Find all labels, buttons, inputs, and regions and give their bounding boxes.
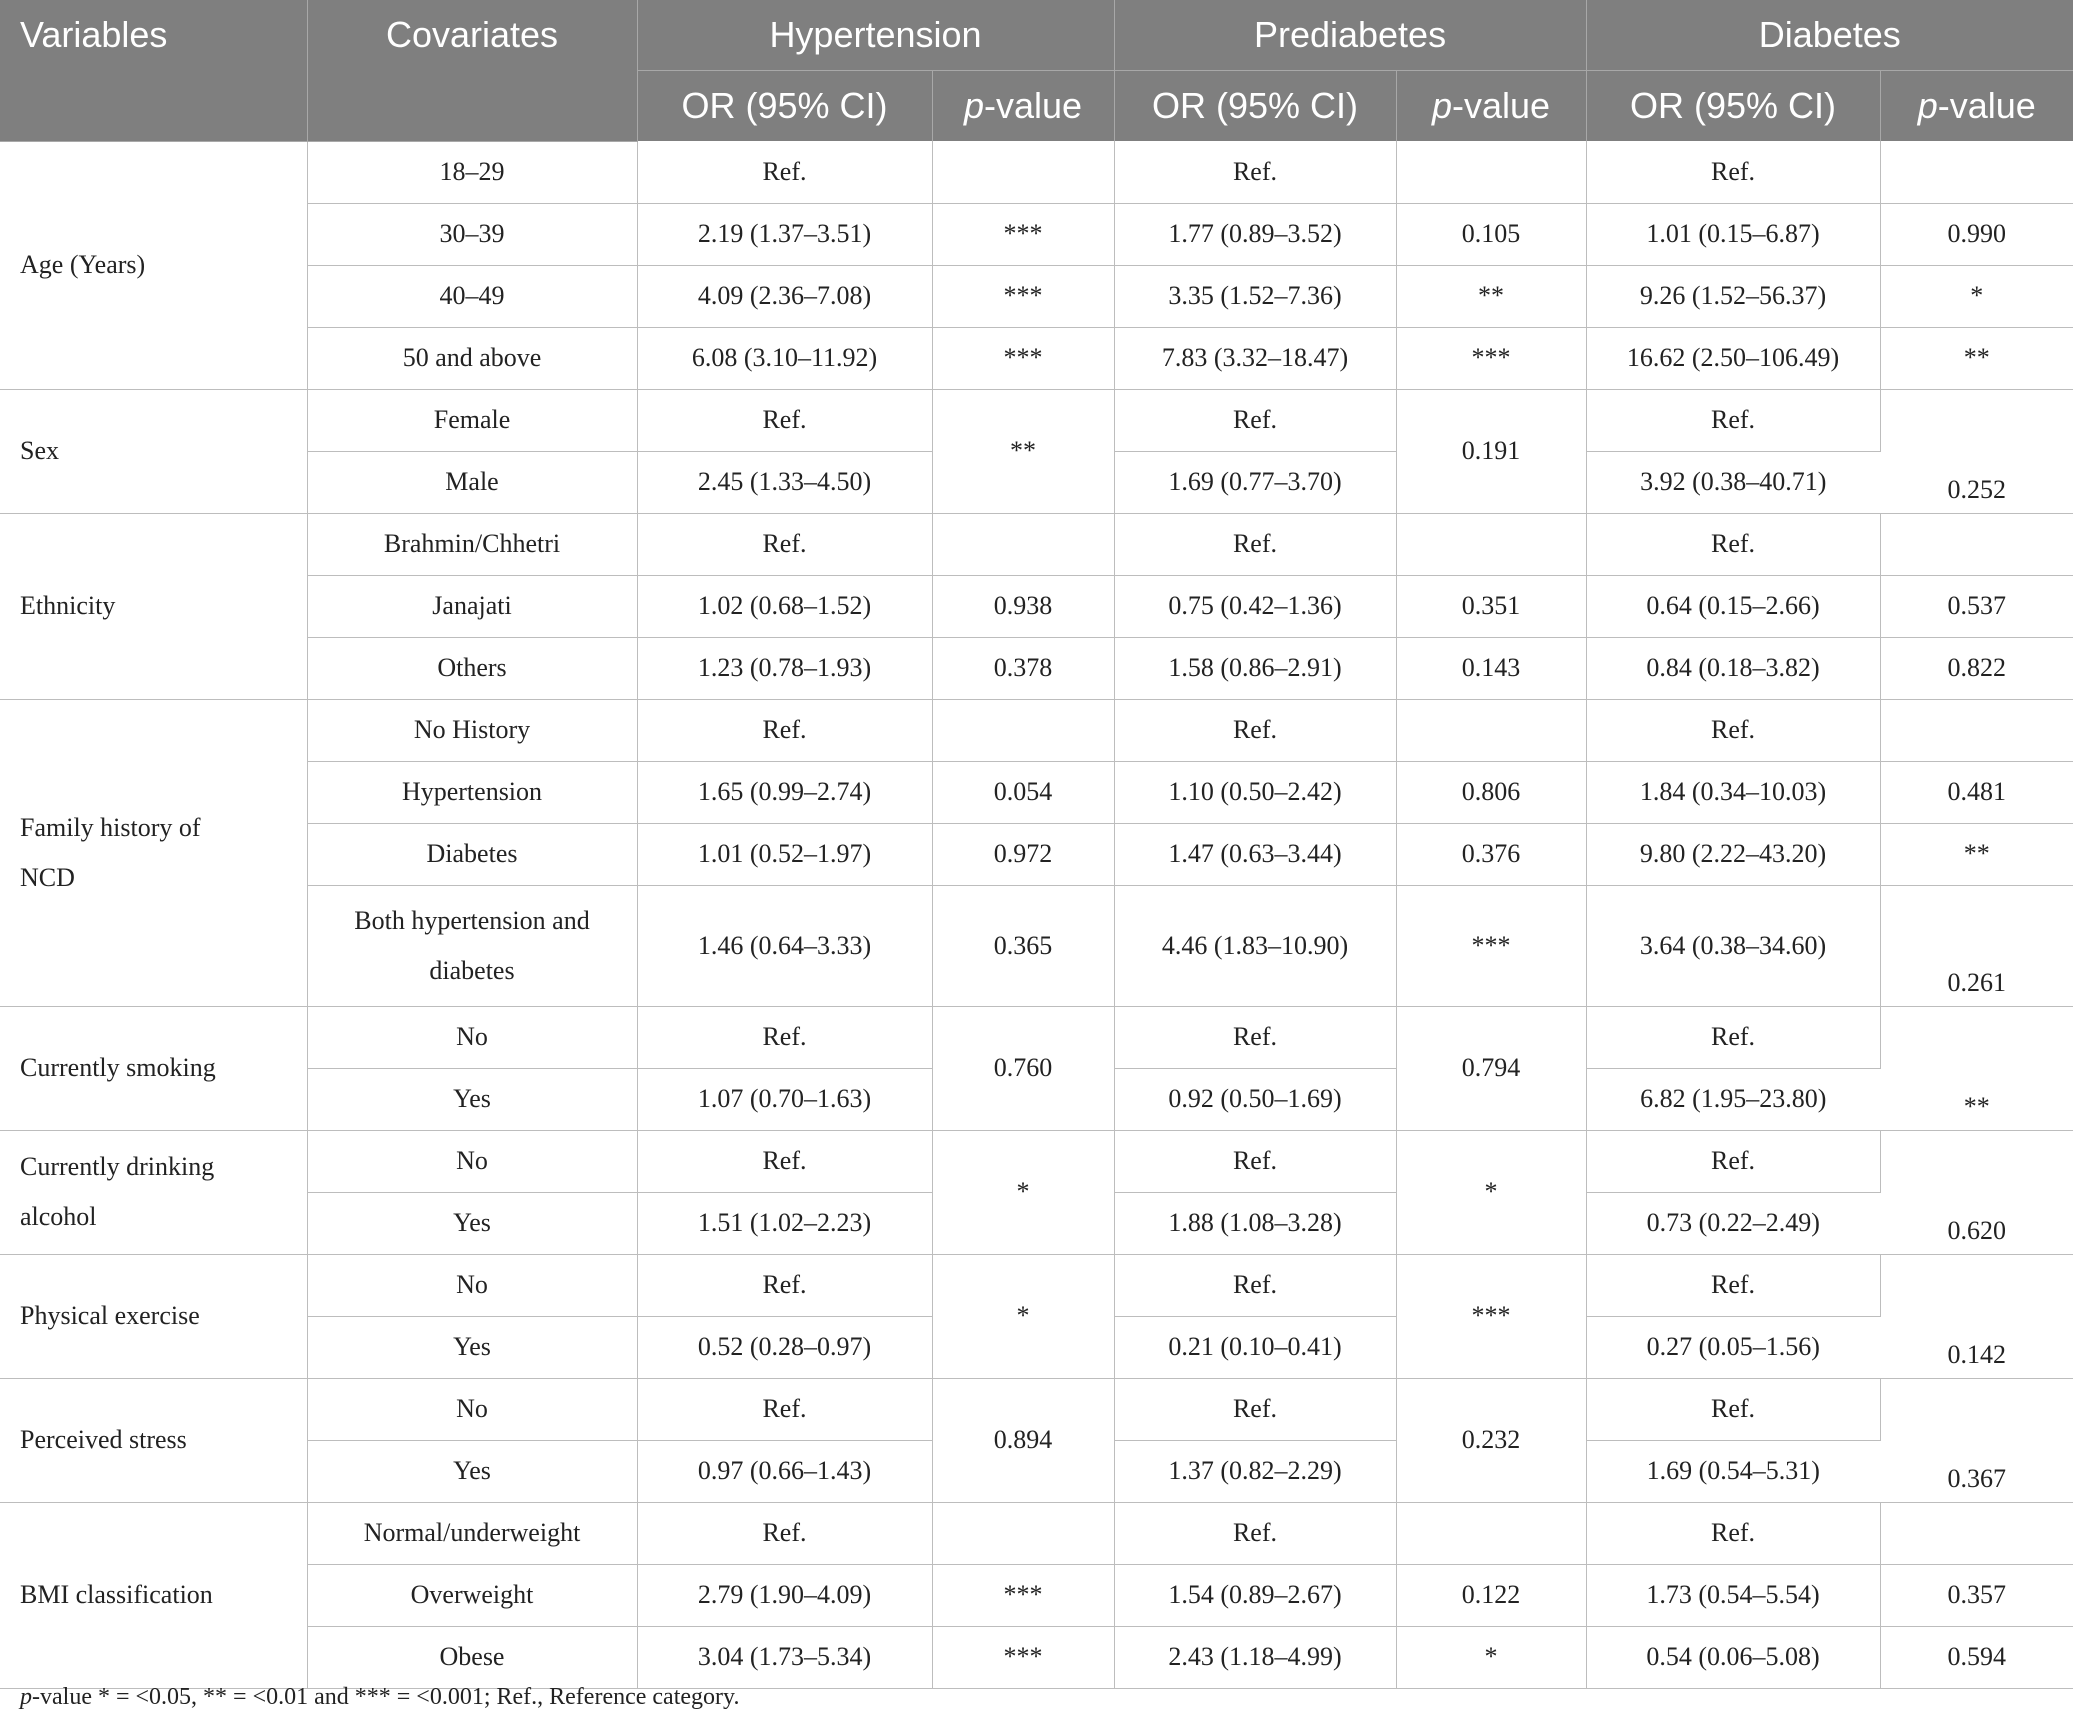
- hypertension-or-cell: Ref.: [637, 1502, 932, 1564]
- header-covariates: Covariates: [307, 0, 637, 141]
- hypertension-p-cell: [932, 513, 1114, 575]
- hypertension-p-cell: ***: [932, 203, 1114, 265]
- hypertension-or-cell: Ref.: [637, 141, 932, 203]
- diabetes-or-cell: Ref.: [1586, 513, 1880, 575]
- hypertension-p-cell: [932, 1502, 1114, 1564]
- diabetes-or-cell: 9.80 (2.22–43.20): [1586, 823, 1880, 885]
- covariate-cell: Both hypertension and diabetes: [307, 885, 637, 1006]
- prediabetes-or-cell: Ref.: [1114, 1130, 1396, 1192]
- covariate-cell: Normal/underweight: [307, 1502, 637, 1564]
- hypertension-p-cell: ***: [932, 1626, 1114, 1688]
- hypertension-or-cell: Ref.: [637, 513, 932, 575]
- variable-alcohol: Currently drinking alcohol: [0, 1130, 307, 1254]
- diabetes-p-cell: 0.990: [1880, 203, 2073, 265]
- hypertension-or-cell: Ref.: [637, 1006, 932, 1068]
- diabetes-or-cell: 3.64 (0.38–34.60): [1586, 885, 1880, 1006]
- diabetes-or-cell: 0.27 (0.05–1.56): [1586, 1316, 1880, 1378]
- prediabetes-p-cell: 0.376: [1396, 823, 1586, 885]
- header-diabetes-or: OR (95% CI): [1586, 71, 1880, 142]
- prediabetes-p-cell: 0.105: [1396, 203, 1586, 265]
- prediabetes-or-cell: 0.92 (0.50–1.69): [1114, 1068, 1396, 1130]
- header-hypertension-pvalue: p-value: [932, 71, 1114, 142]
- hypertension-p-cell: 0.365: [932, 885, 1114, 1006]
- table-row: [0, 637, 2073, 699]
- covariate-cell: Diabetes: [307, 823, 637, 885]
- prediabetes-p-cell: **: [1396, 265, 1586, 327]
- diabetes-p-cell: 0.481: [1880, 761, 2073, 823]
- prediabetes-or-cell: 1.69 (0.77–3.70): [1114, 451, 1396, 513]
- covariate-cell: Obese: [307, 1626, 637, 1688]
- diabetes-p-cell: 0.142: [1880, 1254, 2073, 1378]
- header-diabetes: Diabetes: [1586, 0, 2073, 71]
- hypertension-or-cell: Ref.: [637, 389, 932, 451]
- diabetes-p-cell: 0.367: [1880, 1378, 2073, 1502]
- prediabetes-or-cell: Ref.: [1114, 1254, 1396, 1316]
- diabetes-or-cell: 1.73 (0.54–5.54): [1586, 1564, 1880, 1626]
- variable-ethnicity: Ethnicity: [0, 513, 307, 699]
- table-row: [0, 327, 2073, 389]
- table-row: [0, 1626, 2073, 1688]
- hypertension-or-cell: 4.09 (2.36–7.08): [637, 265, 932, 327]
- covariate-cell: Others: [307, 637, 637, 699]
- table-row: [0, 203, 2073, 265]
- hypertension-or-cell: 1.51 (1.02–2.23): [637, 1192, 932, 1254]
- diabetes-p-cell: **: [1880, 823, 2073, 885]
- covariate-cell: Yes: [307, 1440, 637, 1502]
- table-row: [0, 1130, 2073, 1192]
- prediabetes-p-cell: *: [1396, 1626, 1586, 1688]
- hypertension-or-cell: Ref.: [637, 1130, 932, 1192]
- hypertension-p-cell: 0.894: [932, 1378, 1114, 1502]
- header-prediabetes-pvalue: p-value: [1396, 71, 1586, 142]
- covariate-cell: No History: [307, 699, 637, 761]
- prediabetes-p-cell: ***: [1396, 327, 1586, 389]
- diabetes-p-cell: [1880, 699, 2073, 761]
- diabetes-or-cell: Ref.: [1586, 699, 1880, 761]
- hypertension-or-cell: 3.04 (1.73–5.34): [637, 1626, 932, 1688]
- table-row: [0, 389, 2073, 451]
- prediabetes-or-cell: 0.21 (0.10–0.41): [1114, 1316, 1396, 1378]
- diabetes-or-cell: 0.54 (0.06–5.08): [1586, 1626, 1880, 1688]
- table-row: [0, 1378, 2073, 1440]
- diabetes-or-cell: 1.69 (0.54–5.31): [1586, 1440, 1880, 1502]
- prediabetes-or-cell: Ref.: [1114, 1006, 1396, 1068]
- table-row: [0, 823, 2073, 885]
- hypertension-p-cell: ***: [932, 1564, 1114, 1626]
- prediabetes-p-cell: 0.191: [1396, 389, 1586, 513]
- prediabetes-or-cell: 1.47 (0.63–3.44): [1114, 823, 1396, 885]
- table-row: [0, 1502, 2073, 1564]
- diabetes-p-cell: 0.537: [1880, 575, 2073, 637]
- diabetes-or-cell: 1.01 (0.15–6.87): [1586, 203, 1880, 265]
- table-row: [0, 575, 2073, 637]
- diabetes-p-cell: 0.261: [1880, 885, 2073, 1006]
- prediabetes-or-cell: Ref.: [1114, 141, 1396, 203]
- prediabetes-or-cell: 7.83 (3.32–18.47): [1114, 327, 1396, 389]
- prediabetes-p-cell: [1396, 699, 1586, 761]
- covariate-cell: 50 and above: [307, 327, 637, 389]
- prediabetes-p-cell: [1396, 1502, 1586, 1564]
- prediabetes-or-cell: Ref.: [1114, 389, 1396, 451]
- hypertension-or-cell: 6.08 (3.10–11.92): [637, 327, 932, 389]
- prediabetes-p-cell: [1396, 513, 1586, 575]
- covariate-cell: 40–49: [307, 265, 637, 327]
- hypertension-p-cell: 0.938: [932, 575, 1114, 637]
- diabetes-or-cell: Ref.: [1586, 1006, 1880, 1068]
- hypertension-or-cell: 1.65 (0.99–2.74): [637, 761, 932, 823]
- prediabetes-or-cell: 0.75 (0.42–1.36): [1114, 575, 1396, 637]
- diabetes-p-cell: **: [1880, 327, 2073, 389]
- hypertension-or-cell: 1.23 (0.78–1.93): [637, 637, 932, 699]
- table-row: [0, 1564, 2073, 1626]
- hypertension-p-cell: [932, 141, 1114, 203]
- diabetes-p-cell: 0.357: [1880, 1564, 2073, 1626]
- prediabetes-p-cell: ***: [1396, 885, 1586, 1006]
- covariate-cell: No: [307, 1254, 637, 1316]
- hypertension-or-cell: 0.97 (0.66–1.43): [637, 1440, 932, 1502]
- prediabetes-or-cell: 1.58 (0.86–2.91): [1114, 637, 1396, 699]
- table-row: [0, 885, 2073, 1006]
- diabetes-or-cell: 0.64 (0.15–2.66): [1586, 575, 1880, 637]
- prediabetes-p-cell: 0.351: [1396, 575, 1586, 637]
- covariate-cell: Female: [307, 389, 637, 451]
- diabetes-or-cell: 1.84 (0.34–10.03): [1586, 761, 1880, 823]
- hypertension-or-cell: 1.02 (0.68–1.52): [637, 575, 932, 637]
- diabetes-p-cell: *: [1880, 265, 2073, 327]
- hypertension-p-cell: *: [932, 1254, 1114, 1378]
- diabetes-or-cell: Ref.: [1586, 1130, 1880, 1192]
- covariate-cell: Yes: [307, 1316, 637, 1378]
- hypertension-p-cell: 0.054: [932, 761, 1114, 823]
- variable-exercise: Physical exercise: [0, 1254, 307, 1378]
- prediabetes-or-cell: 1.77 (0.89–3.52): [1114, 203, 1396, 265]
- header-diabetes-pvalue: p-value: [1880, 71, 2073, 142]
- hypertension-p-cell: ***: [932, 265, 1114, 327]
- variable-smoking: Currently smoking: [0, 1006, 307, 1130]
- covariate-cell: Yes: [307, 1068, 637, 1130]
- hypertension-or-cell: 1.07 (0.70–1.63): [637, 1068, 932, 1130]
- hypertension-or-cell: 2.45 (1.33–4.50): [637, 451, 932, 513]
- table-row: [0, 1006, 2073, 1068]
- prediabetes-or-cell: Ref.: [1114, 699, 1396, 761]
- hypertension-p-cell: 0.378: [932, 637, 1114, 699]
- covariate-cell: Janajati: [307, 575, 637, 637]
- table-row: [0, 265, 2073, 327]
- table-footnote: p-value * = <0.05, ** = <0.01 and *** = <0.001; Ref., Reference category.: [20, 1684, 740, 1710]
- diabetes-p-cell: **: [1880, 1006, 2073, 1130]
- covariate-cell: Hypertension: [307, 761, 637, 823]
- diabetes-or-cell: 6.82 (1.95–23.80): [1586, 1068, 1880, 1130]
- diabetes-p-cell: 0.822: [1880, 637, 2073, 699]
- hypertension-or-cell: 2.79 (1.90–4.09): [637, 1564, 932, 1626]
- prediabetes-p-cell: 0.122: [1396, 1564, 1586, 1626]
- prediabetes-or-cell: 4.46 (1.83–10.90): [1114, 885, 1396, 1006]
- covariate-cell: No: [307, 1378, 637, 1440]
- table-row: [0, 141, 2073, 203]
- prediabetes-p-cell: 0.794: [1396, 1006, 1586, 1130]
- prediabetes-p-cell: 0.143: [1396, 637, 1586, 699]
- hypertension-or-cell: 0.52 (0.28–0.97): [637, 1316, 932, 1378]
- prediabetes-or-cell: 1.37 (0.82–2.29): [1114, 1440, 1396, 1502]
- prediabetes-p-cell: 0.806: [1396, 761, 1586, 823]
- diabetes-or-cell: Ref.: [1586, 1378, 1880, 1440]
- prediabetes-p-cell: *: [1396, 1130, 1586, 1254]
- hypertension-or-cell: 2.19 (1.37–3.51): [637, 203, 932, 265]
- diabetes-or-cell: 0.73 (0.22–2.49): [1586, 1192, 1880, 1254]
- prediabetes-p-cell: [1396, 141, 1586, 203]
- hypertension-p-cell: [932, 699, 1114, 761]
- hypertension-or-cell: 1.01 (0.52–1.97): [637, 823, 932, 885]
- variable-bmi: BMI classification: [0, 1502, 307, 1688]
- hypertension-p-cell: *: [932, 1130, 1114, 1254]
- hypertension-p-cell: **: [932, 389, 1114, 513]
- covariate-cell: Yes: [307, 1192, 637, 1254]
- header-prediabetes-or: OR (95% CI): [1114, 71, 1396, 142]
- covariate-cell: No: [307, 1006, 637, 1068]
- header-hypertension-or: OR (95% CI): [637, 71, 932, 142]
- prediabetes-or-cell: Ref.: [1114, 513, 1396, 575]
- diabetes-or-cell: 0.84 (0.18–3.82): [1586, 637, 1880, 699]
- variable-sex: Sex: [0, 389, 307, 513]
- diabetes-p-cell: 0.620: [1880, 1130, 2073, 1254]
- hypertension-or-cell: Ref.: [637, 1378, 932, 1440]
- diabetes-p-cell: [1880, 1502, 2073, 1564]
- covariate-cell: Overweight: [307, 1564, 637, 1626]
- table-row: [0, 761, 2073, 823]
- variable-stress: Perceived stress: [0, 1378, 307, 1502]
- diabetes-p-cell: 0.252: [1880, 389, 2073, 513]
- header-hypertension: Hypertension: [637, 0, 1114, 71]
- table-row: [0, 699, 2073, 761]
- table-row: [0, 1254, 2073, 1316]
- prediabetes-p-cell: ***: [1396, 1254, 1586, 1378]
- hypertension-or-cell: Ref.: [637, 1254, 932, 1316]
- prediabetes-p-cell: 0.232: [1396, 1378, 1586, 1502]
- diabetes-or-cell: 3.92 (0.38–40.71): [1586, 451, 1880, 513]
- diabetes-or-cell: 9.26 (1.52–56.37): [1586, 265, 1880, 327]
- header-variables: Variables: [0, 0, 307, 141]
- covariate-cell: No: [307, 1130, 637, 1192]
- prediabetes-or-cell: 1.54 (0.89–2.67): [1114, 1564, 1396, 1626]
- diabetes-p-cell: 0.594: [1880, 1626, 2073, 1688]
- covariate-cell: Male: [307, 451, 637, 513]
- variable-family-history: Family history of NCD: [0, 699, 307, 1006]
- covariate-cell: 18–29: [307, 141, 637, 203]
- prediabetes-or-cell: 1.10 (0.50–2.42): [1114, 761, 1396, 823]
- hypertension-p-cell: 0.972: [932, 823, 1114, 885]
- hypertension-or-cell: 1.46 (0.64–3.33): [637, 885, 932, 1006]
- prediabetes-or-cell: 1.88 (1.08–3.28): [1114, 1192, 1396, 1254]
- hypertension-p-cell: ***: [932, 327, 1114, 389]
- prediabetes-or-cell: 2.43 (1.18–4.99): [1114, 1626, 1396, 1688]
- hypertension-or-cell: Ref.: [637, 699, 932, 761]
- diabetes-or-cell: 16.62 (2.50–106.49): [1586, 327, 1880, 389]
- table-row: [0, 513, 2073, 575]
- diabetes-or-cell: Ref.: [1586, 1254, 1880, 1316]
- diabetes-or-cell: Ref.: [1586, 1502, 1880, 1564]
- prediabetes-or-cell: 3.35 (1.52–7.36): [1114, 265, 1396, 327]
- diabetes-or-cell: Ref.: [1586, 141, 1880, 203]
- diabetes-p-cell: [1880, 513, 2073, 575]
- covariate-cell: 30–39: [307, 203, 637, 265]
- header-prediabetes: Prediabetes: [1114, 0, 1586, 71]
- prediabetes-or-cell: Ref.: [1114, 1378, 1396, 1440]
- diabetes-p-cell: [1880, 141, 2073, 203]
- hypertension-p-cell: 0.760: [932, 1006, 1114, 1130]
- variable-age: Age (Years): [0, 141, 307, 389]
- covariate-cell: Brahmin/Chhetri: [307, 513, 637, 575]
- diabetes-or-cell: Ref.: [1586, 389, 1880, 451]
- prediabetes-or-cell: Ref.: [1114, 1502, 1396, 1564]
